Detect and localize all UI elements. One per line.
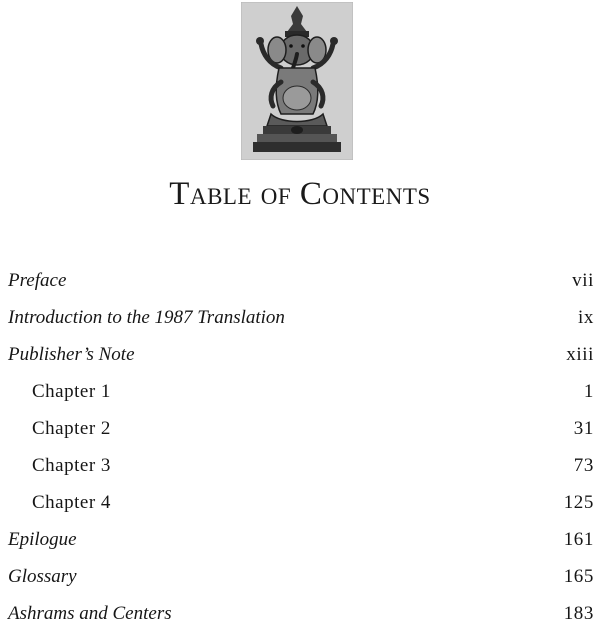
toc-entry-label: Preface xyxy=(8,270,67,291)
toc-entry-label: Chapter 3 xyxy=(32,455,111,476)
toc-entry-page-number: 125 xyxy=(563,492,594,513)
toc-entry-label: Chapter 4 xyxy=(32,492,111,513)
toc-entry-label: Epilogue xyxy=(8,529,77,550)
toc-entry-page-number: ix xyxy=(578,307,594,328)
toc-entry-page-number: xiii xyxy=(566,344,594,365)
toc-entry-page-number: 73 xyxy=(573,455,594,476)
toc-entry-label: Introduction to the 1987 Translation xyxy=(8,307,285,328)
toc-entry-chapter-1[interactable] xyxy=(0,373,600,410)
toc-entry-chapter-2[interactable] xyxy=(0,410,600,447)
toc-entry-page-number: 183 xyxy=(563,603,594,624)
toc-entry-glossary[interactable] xyxy=(0,558,600,595)
toc-entry-page-number: 1 xyxy=(583,381,594,402)
toc-entry-page-number: vii xyxy=(572,270,594,291)
toc-entry-label: Chapter 1 xyxy=(32,381,111,402)
toc-entry-chapter-3[interactable] xyxy=(0,447,600,484)
toc-entry-publishers-note[interactable] xyxy=(0,336,600,373)
table-of-contents xyxy=(0,262,600,632)
toc-entry-label: Publisher’s Note xyxy=(8,344,135,365)
toc-entry-chapter-4[interactable] xyxy=(0,484,600,521)
toc-entry-ashrams-and-centers[interactable] xyxy=(0,595,600,632)
toc-entry-page-number: 161 xyxy=(563,529,594,550)
ganesha-figure-icon xyxy=(241,2,353,160)
toc-entry-preface[interactable] xyxy=(0,262,600,299)
toc-entry-introduction[interactable] xyxy=(0,299,600,336)
toc-entry-label: Chapter 2 xyxy=(32,418,111,439)
toc-entry-page-number: 31 xyxy=(573,418,594,439)
toc-entry-label: Ashrams and Centers xyxy=(8,603,172,624)
toc-entry-label: Glossary xyxy=(8,566,77,587)
toc-entry-epilogue[interactable] xyxy=(0,521,600,558)
page-title: Table of Contents xyxy=(169,176,431,212)
toc-entry-page-number: 165 xyxy=(563,566,594,587)
